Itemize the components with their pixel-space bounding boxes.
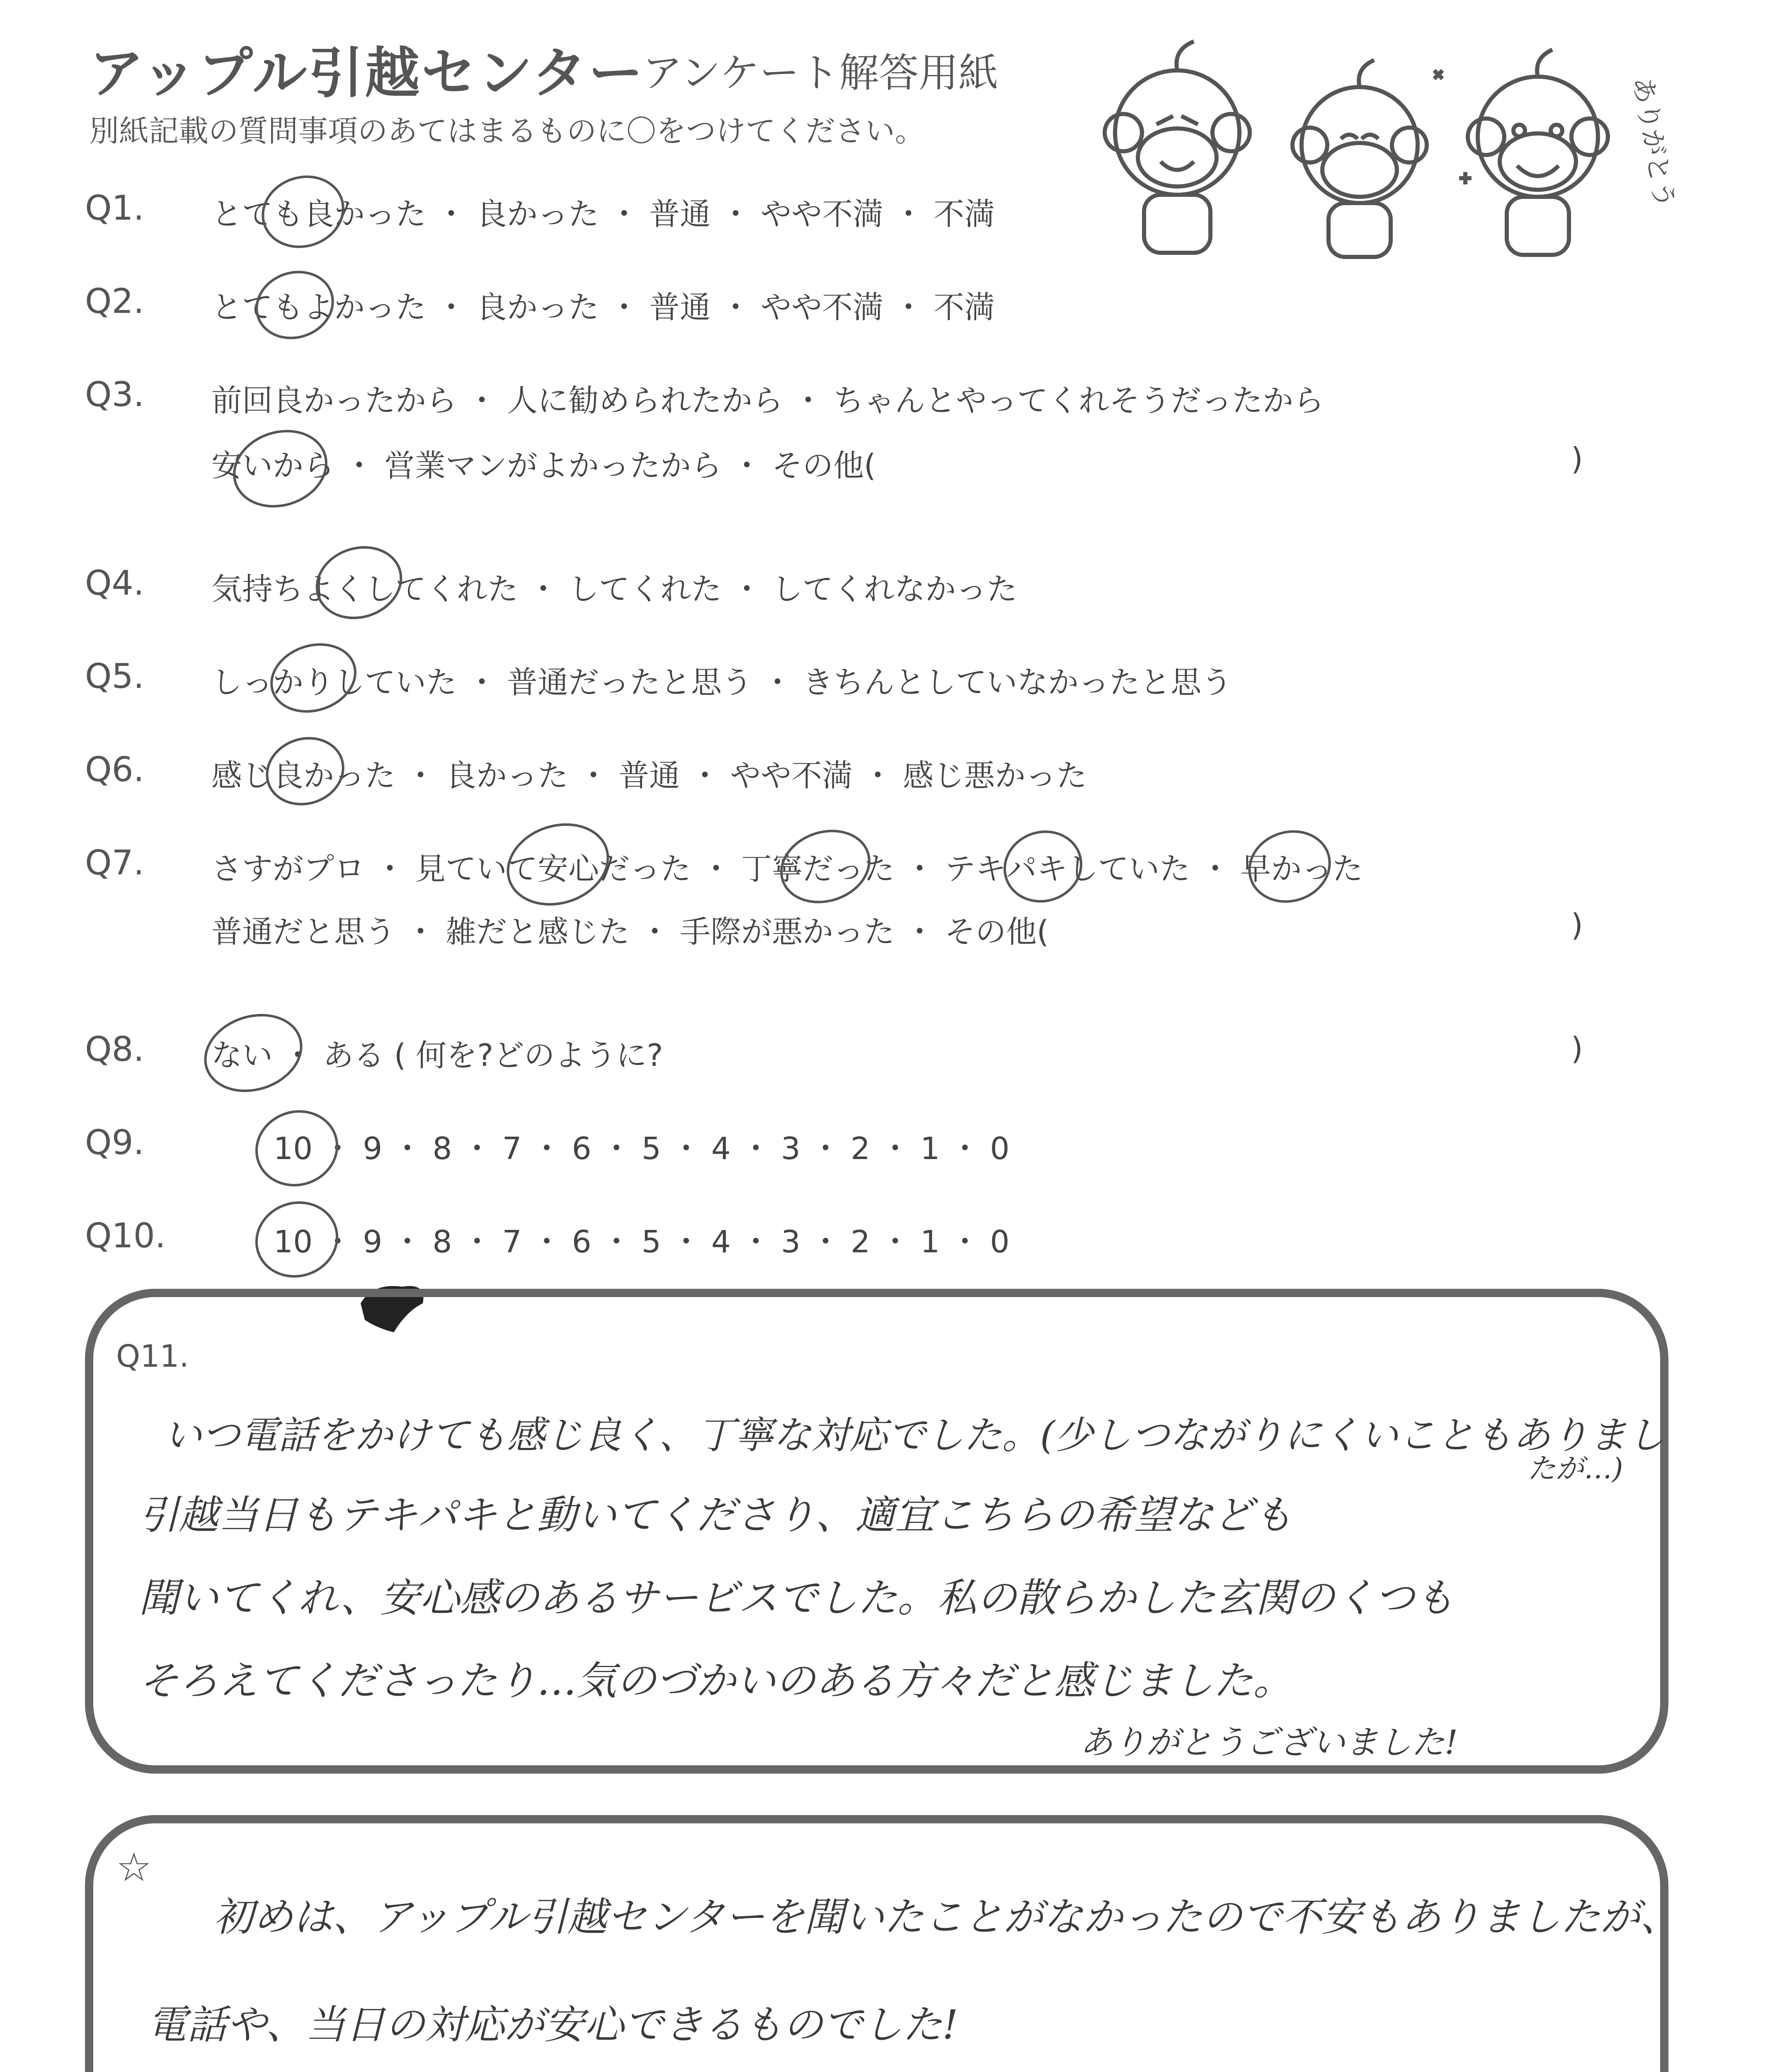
answer-circle xyxy=(771,818,880,915)
question-options: とても良かった ・ 良かった ・ 普通 ・ やや不満 ・ 不満 xyxy=(211,196,995,232)
answer-circle xyxy=(245,1191,348,1288)
question-options: さすがプロ ・ 見ていて安心だった ・ 丁寧だった ・ テキパキしていた ・ 早かった xyxy=(211,851,1363,887)
free-comment-box xyxy=(85,1815,1680,2072)
question-options: 気持ちよくしてくれた ・ してくれた ・ してくれなかった xyxy=(211,571,1018,607)
handwritten-line: 初めは、アップル引越センターを聞いたことがなかったので不安もありましたが、 xyxy=(213,1894,1680,1940)
handwritten-line: たが…) xyxy=(1527,1452,1623,1485)
answer-circle xyxy=(496,811,620,918)
instruction-text: 別紙記載の質問事項のあてはまるものに〇をつけてください。 xyxy=(89,114,925,148)
handwritten-line: 引越当日もテキパキと動いてくださり、適宜こちらの希望なども xyxy=(139,1492,1293,1538)
question-options-line-2: 普通だと思う ・ 雑だと感じた ・ 手際が悪かった ・ その他( xyxy=(211,914,1049,950)
handwritten-line: いつ電話をかけても感じ良く、丁寧な対応でした。(少しつながりにくいこともありまし xyxy=(164,1413,1666,1457)
answer-circle xyxy=(245,1099,348,1197)
question-options: しっかりしていた ・ 普通だったと思う ・ きちんとしていなかったと思う xyxy=(211,665,1232,700)
question-label: Q6. xyxy=(85,750,144,789)
question-label: Q2. xyxy=(85,282,144,321)
answer-circle xyxy=(252,165,354,259)
handwritten-line: 電話や、当日の対応が安心できるものでした! xyxy=(147,2002,958,2048)
question-label: Q9. xyxy=(85,1123,144,1162)
company-name: アップル引越センター xyxy=(89,41,645,105)
handwritten-line: 聞いてくれ、安心感のあるサービスでした。私の散らかした玄関のくつも xyxy=(139,1575,1455,1621)
answer-circle xyxy=(261,632,366,724)
question-label: Q8. xyxy=(85,1030,144,1069)
rating-scale: 10 ・ 9 ・ 8 ・ 7 ・ 6 ・ 5 ・ 4 ・ 3 ・ 2 ・ 1 ・ 0 xyxy=(274,1131,1010,1167)
answer-circle xyxy=(247,261,343,349)
answer-circle xyxy=(223,418,338,520)
mascot-caption: ありがとう xyxy=(1627,74,1680,211)
mascot-illustration xyxy=(1094,37,1683,269)
paren-close: ) xyxy=(1571,441,1583,477)
answer-circle xyxy=(257,727,354,815)
answer-circle xyxy=(306,535,412,630)
answer-circle xyxy=(194,1002,313,1104)
monkey-icon xyxy=(1105,41,1250,253)
monkey-icon xyxy=(1292,60,1427,257)
question-options-line-2: 安いから ・ 営業マンがよかったから ・ その他( xyxy=(211,448,876,484)
question-options: ない ・ ある ( 何を?どのように? xyxy=(211,1038,663,1073)
question-label: Q1. xyxy=(85,189,144,228)
question-label: Q7. xyxy=(85,843,144,883)
question-options: 前回良かったから ・ 人に勧められたから ・ ちゃんとやってくれそうだったから xyxy=(211,383,1324,419)
paren-close: ) xyxy=(1571,908,1583,943)
question-options: とてもよかった ・ 良かった ・ 普通 ・ やや不満 ・ 不満 xyxy=(211,290,995,325)
question-options: 感じ良かった ・ 良かった ・ 普通 ・ やや不満 ・ 感じ悪かった xyxy=(211,758,1087,794)
paren-close: ) xyxy=(1571,1031,1583,1067)
question-label: Q4. xyxy=(85,564,144,603)
question-label: Q3. xyxy=(85,375,144,414)
question-label: Q5. xyxy=(85,657,144,696)
q11-comment-box xyxy=(85,1289,1668,1774)
answer-circle xyxy=(1239,820,1340,913)
question-label: Q10. xyxy=(85,1216,166,1256)
answer-circle xyxy=(994,821,1092,913)
handwritten-line: ありがとうございました! xyxy=(1080,1723,1458,1762)
rating-scale: 10 ・ 9 ・ 8 ・ 7 ・ 6 ・ 5 ・ 4 ・ 3 ・ 2 ・ 1 ・ 0 xyxy=(274,1224,1010,1260)
form-title: アンケート解答用紙 xyxy=(642,50,999,96)
q11-label: Q11. xyxy=(116,1339,189,1374)
monkey-icon xyxy=(1468,50,1608,255)
handwritten-line: そろえてくださったり…気のづかいのある方々だと感じました。 xyxy=(139,1658,1293,1704)
star-icon: ☆ xyxy=(116,1844,152,1890)
